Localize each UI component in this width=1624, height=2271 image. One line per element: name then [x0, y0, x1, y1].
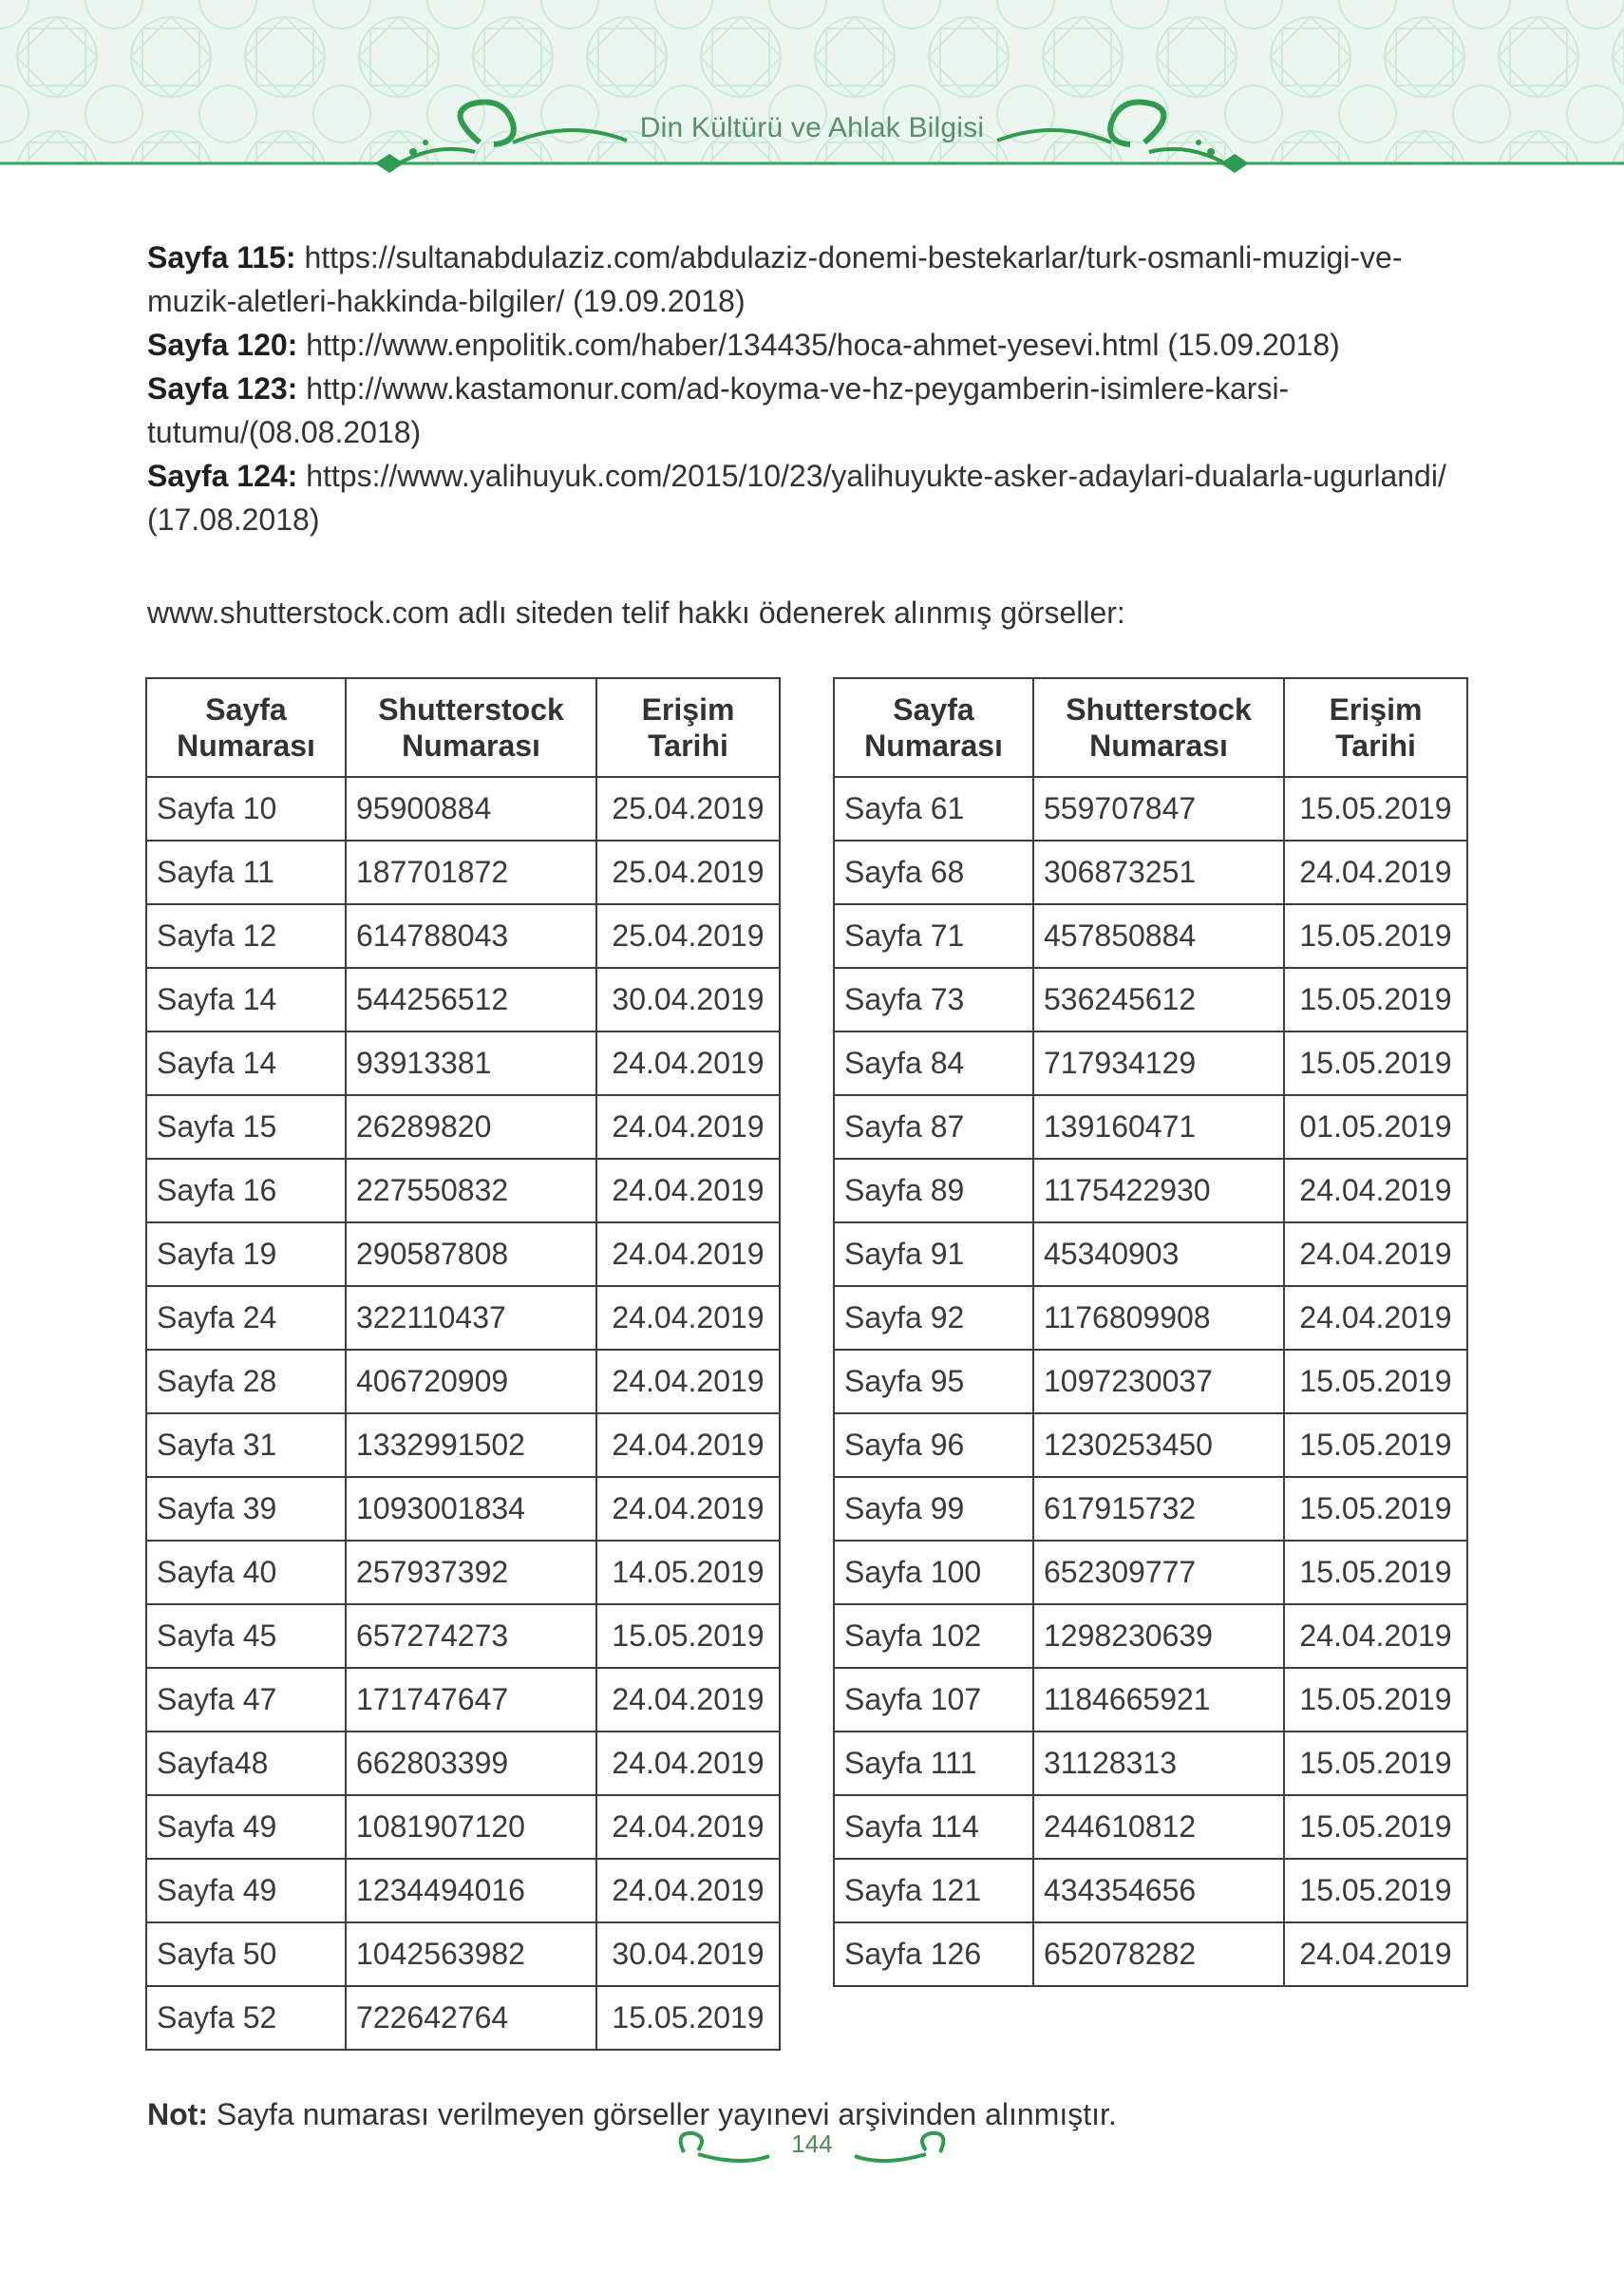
reference-item [147, 454, 1477, 541]
page-number-cell: Sayfa 39 [146, 1477, 346, 1541]
shutterstock-number-cell: 45340903 [1033, 1222, 1284, 1286]
shutterstock-number-cell: 1234494016 [346, 1859, 596, 1922]
page-number-cell: Sayfa 114 [834, 1795, 1033, 1859]
shutterstock-number-cell: 1081907120 [346, 1795, 596, 1859]
table-row [834, 1095, 1467, 1159]
shutterstock-number-cell: 406720909 [346, 1350, 596, 1413]
table-row [834, 1350, 1467, 1413]
page-number-cell: Sayfa 28 [146, 1350, 346, 1413]
shutterstock-table-right [833, 677, 1468, 1987]
page-number-cell: Sayfa 91 [834, 1222, 1033, 1286]
page-number-cell: Sayfa 107 [834, 1668, 1033, 1732]
page-number-cell: Sayfa 89 [834, 1159, 1033, 1222]
table-body [146, 777, 780, 2050]
reference-label: Sayfa 120: [147, 328, 298, 362]
table-row [834, 1668, 1467, 1732]
shutterstock-number-cell: 652078282 [1033, 1922, 1284, 1986]
access-date-cell: 24.04.2019 [596, 1668, 780, 1732]
page-number-cell: Sayfa 71 [834, 904, 1033, 968]
reference-item [147, 367, 1477, 454]
page-number-cell: Sayfa 50 [146, 1922, 346, 1986]
table-row [146, 1922, 780, 1986]
table-row [146, 1222, 780, 1286]
access-date-cell: 25.04.2019 [596, 841, 780, 904]
intro-text: www.shutterstock.com adlı siteden telif hakkı ödenerek alınmış görseller: [147, 596, 1125, 630]
table-row [834, 1922, 1467, 1986]
access-date-cell: 24.04.2019 [596, 1095, 780, 1159]
access-date-cell: 24.04.2019 [596, 1859, 780, 1922]
table-row [834, 1859, 1467, 1922]
page-number-cell: Sayfa 52 [146, 1986, 346, 2050]
reference-text: http://www.enpolitik.com/haber/134435/hoca-ahmet-yesevi.html (15.09.2018) [306, 328, 1340, 362]
shutterstock-number-cell: 617915732 [1033, 1477, 1284, 1541]
table-row [146, 1286, 780, 1350]
page-number-cell: Sayfa 95 [834, 1350, 1033, 1413]
reference-label: Sayfa 123: [147, 371, 298, 406]
table-row [146, 1541, 780, 1604]
table-row [146, 1477, 780, 1541]
table-row [146, 1668, 780, 1732]
access-date-cell: 24.04.2019 [1284, 1286, 1467, 1350]
shutterstock-number-cell: 290587808 [346, 1222, 596, 1286]
access-date-cell: 24.04.2019 [596, 1350, 780, 1413]
column-header: Shutterstock Numarası [1033, 678, 1284, 777]
access-date-cell: 15.05.2019 [1284, 1732, 1467, 1795]
table-row [146, 1095, 780, 1159]
reference-label: Sayfa 124: [147, 459, 298, 493]
access-date-cell: 25.04.2019 [596, 777, 780, 841]
access-date-cell: 24.04.2019 [596, 1159, 780, 1222]
shutterstock-number-cell: 93913381 [346, 1031, 596, 1095]
shutterstock-number-cell: 657274273 [346, 1604, 596, 1668]
shutterstock-number-cell: 434354656 [1033, 1859, 1284, 1922]
access-date-cell: 15.05.2019 [1284, 1795, 1467, 1859]
page-header [0, 0, 1624, 190]
table-row [834, 1286, 1467, 1350]
table-row [834, 1159, 1467, 1222]
note-label: Not: [147, 2097, 208, 2131]
page-number-cell: Sayfa 100 [834, 1541, 1033, 1604]
table-row [834, 904, 1467, 968]
table-row [834, 1477, 1467, 1541]
access-date-cell: 24.04.2019 [596, 1286, 780, 1350]
table-row [834, 1795, 1467, 1859]
reference-text: https://sultanabdulaziz.com/abdulaziz-donemi-bestekarlar/turk-osmanli-muzigi-ve-muzik-aletleri-hakkinda-bilgiler/ (19.09.2018) [147, 240, 1403, 318]
table-row [834, 1222, 1467, 1286]
page-number-cell: Sayfa 45 [146, 1604, 346, 1668]
page-number-cell: Sayfa 68 [834, 841, 1033, 904]
shutterstock-number-cell: 95900884 [346, 777, 596, 841]
table-row [834, 968, 1467, 1031]
shutterstock-number-cell: 322110437 [346, 1286, 596, 1350]
table-row [834, 1541, 1467, 1604]
page-number-cell: Sayfa 14 [146, 1031, 346, 1095]
reference-text: http://www.kastamonur.com/ad-koyma-ve-hz-peygamberin-isimlere-karsi-tutumu/(08.08.2018) [147, 371, 1290, 449]
shutterstock-number-cell: 1230253450 [1033, 1413, 1284, 1477]
access-date-cell: 24.04.2019 [1284, 1222, 1467, 1286]
reference-item [147, 236, 1477, 323]
shutterstock-number-cell: 1097230037 [1033, 1350, 1284, 1413]
table-row [146, 1795, 780, 1859]
access-date-cell: 15.05.2019 [1284, 1541, 1467, 1604]
shutterstock-number-cell: 244610812 [1033, 1795, 1284, 1859]
access-date-cell: 01.05.2019 [1284, 1095, 1467, 1159]
access-date-cell: 15.05.2019 [1284, 777, 1467, 841]
table-row [146, 1413, 780, 1477]
table-header-row [146, 678, 780, 777]
shutterstock-number-cell: 544256512 [346, 968, 596, 1031]
column-header: Sayfa Numarası [146, 678, 346, 777]
page-number-cell: Sayfa 87 [834, 1095, 1033, 1159]
shutterstock-number-cell: 227550832 [346, 1159, 596, 1222]
column-header: Erişim Tarihi [596, 678, 780, 777]
reference-text: https://www.yalihuyuk.com/2015/10/23/yalihuyukte-asker-adaylari-dualarla-ugurlandi/ (17.08.2018) [147, 459, 1446, 537]
table-row [834, 1732, 1467, 1795]
column-header: Erişim Tarihi [1284, 678, 1467, 777]
page-number-cell: Sayfa 31 [146, 1413, 346, 1477]
page-number-cell: Sayfa 15 [146, 1095, 346, 1159]
reference-item [147, 323, 1477, 367]
header-ornament-pattern [0, 0, 1624, 190]
page-number-cell: Sayfa 14 [146, 968, 346, 1031]
reference-label: Sayfa 115: [147, 240, 296, 274]
table-row [146, 904, 780, 968]
shutterstock-number-cell: 652309777 [1033, 1541, 1284, 1604]
shutterstock-number-cell: 722642764 [346, 1986, 596, 2050]
access-date-cell: 15.05.2019 [1284, 1031, 1467, 1095]
shutterstock-number-cell: 1093001834 [346, 1477, 596, 1541]
access-date-cell: 24.04.2019 [596, 1732, 780, 1795]
access-date-cell: 15.05.2019 [1284, 1477, 1467, 1541]
shutterstock-number-cell: 257937392 [346, 1541, 596, 1604]
shutterstock-number-cell: 139160471 [1033, 1095, 1284, 1159]
access-date-cell: 25.04.2019 [596, 904, 780, 968]
page-number-cell: Sayfa 47 [146, 1668, 346, 1732]
access-date-cell: 24.04.2019 [1284, 1922, 1467, 1986]
table-row [834, 1413, 1467, 1477]
shutterstock-number-cell: 717934129 [1033, 1031, 1284, 1095]
access-date-cell: 15.05.2019 [1284, 904, 1467, 968]
access-date-cell: 15.05.2019 [1284, 968, 1467, 1031]
access-date-cell: 15.05.2019 [1284, 1668, 1467, 1732]
column-header: Shutterstock Numarası [346, 678, 596, 777]
page-number-cell: Sayfa 102 [834, 1604, 1033, 1668]
page-number-cell: Sayfa 61 [834, 777, 1033, 841]
page-number-cell: Sayfa 12 [146, 904, 346, 968]
page-number-cell: Sayfa 19 [146, 1222, 346, 1286]
page-number-cell: Sayfa 73 [834, 968, 1033, 1031]
page-number-cell: Sayfa 84 [834, 1031, 1033, 1095]
access-date-cell: 15.05.2019 [1284, 1859, 1467, 1922]
access-date-cell: 30.04.2019 [596, 968, 780, 1031]
page-number-cell: Sayfa 126 [834, 1922, 1033, 1986]
shutterstock-number-cell: 1332991502 [346, 1413, 596, 1477]
access-date-cell: 30.04.2019 [596, 1922, 780, 1986]
page-number-cell: Sayfa 121 [834, 1859, 1033, 1922]
shutterstock-number-cell: 662803399 [346, 1732, 596, 1795]
shutterstock-table-left [145, 677, 781, 2051]
table-row [146, 1986, 780, 2050]
access-date-cell: 24.04.2019 [1284, 841, 1467, 904]
page-number-cell: Sayfa 16 [146, 1159, 346, 1222]
reference-list [147, 236, 1477, 541]
shutterstock-number-cell: 1175422930 [1033, 1159, 1284, 1222]
shutterstock-number-cell: 1184665921 [1033, 1668, 1284, 1732]
access-date-cell: 15.05.2019 [1284, 1413, 1467, 1477]
table-row [834, 1031, 1467, 1095]
access-date-cell: 24.04.2019 [596, 1795, 780, 1859]
shutterstock-number-cell: 171747647 [346, 1668, 596, 1732]
table-row [146, 1859, 780, 1922]
page-number-cell: Sayfa 96 [834, 1413, 1033, 1477]
page-number-cell: Sayfa 111 [834, 1732, 1033, 1795]
shutterstock-number-cell: 31128313 [1033, 1732, 1284, 1795]
note-text: Sayfa numarası verilmeyen görseller yayınevi arşivinden alınmıştır. [216, 2097, 1117, 2131]
page-number: 144 [791, 2129, 833, 2158]
table-row [146, 1604, 780, 1668]
access-date-cell: 24.04.2019 [596, 1413, 780, 1477]
access-date-cell: 24.04.2019 [596, 1031, 780, 1095]
page-number-cell: Sayfa 92 [834, 1286, 1033, 1350]
table-row [834, 841, 1467, 904]
table-header-row [834, 678, 1467, 777]
table-body [834, 777, 1467, 1986]
page-number-cell: Sayfa 40 [146, 1541, 346, 1604]
shutterstock-number-cell: 26289820 [346, 1095, 596, 1159]
shutterstock-number-cell: 1176809908 [1033, 1286, 1284, 1350]
page-number-cell: Sayfa48 [146, 1732, 346, 1795]
access-date-cell: 24.04.2019 [1284, 1604, 1467, 1668]
table-row [146, 1732, 780, 1795]
page-number-cell: Sayfa 24 [146, 1286, 346, 1350]
shutterstock-number-cell: 536245612 [1033, 968, 1284, 1031]
access-date-cell: 24.04.2019 [1284, 1159, 1467, 1222]
header-title: Din Kültürü ve Ahlak Bilgisi [639, 112, 985, 143]
shutterstock-number-cell: 1298230639 [1033, 1604, 1284, 1668]
access-date-cell: 14.05.2019 [596, 1541, 780, 1604]
access-date-cell: 15.05.2019 [596, 1986, 780, 2050]
page-number-cell: Sayfa 99 [834, 1477, 1033, 1541]
shutterstock-number-cell: 614788043 [346, 904, 596, 968]
table-row [146, 1350, 780, 1413]
shutterstock-number-cell: 1042563982 [346, 1922, 596, 1986]
shutterstock-number-cell: 187701872 [346, 841, 596, 904]
access-date-cell: 15.05.2019 [1284, 1350, 1467, 1413]
shutterstock-number-cell: 457850884 [1033, 904, 1284, 968]
page-number-cell: Sayfa 11 [146, 841, 346, 904]
table-row [146, 841, 780, 904]
column-header: Sayfa Numarası [834, 678, 1033, 777]
shutterstock-number-cell: 306873251 [1033, 841, 1284, 904]
page-number-cell: Sayfa 49 [146, 1795, 346, 1859]
table-row [834, 1604, 1467, 1668]
table-row [146, 777, 780, 841]
shutterstock-number-cell: 559707847 [1033, 777, 1284, 841]
table-row [146, 1031, 780, 1095]
table-row [834, 777, 1467, 841]
access-date-cell: 24.04.2019 [596, 1222, 780, 1286]
table-row [146, 968, 780, 1031]
table-row [146, 1159, 780, 1222]
page-number-cell: Sayfa 10 [146, 777, 346, 841]
access-date-cell: 15.05.2019 [596, 1604, 780, 1668]
access-date-cell: 24.04.2019 [596, 1477, 780, 1541]
page-number-cell: Sayfa 49 [146, 1859, 346, 1922]
